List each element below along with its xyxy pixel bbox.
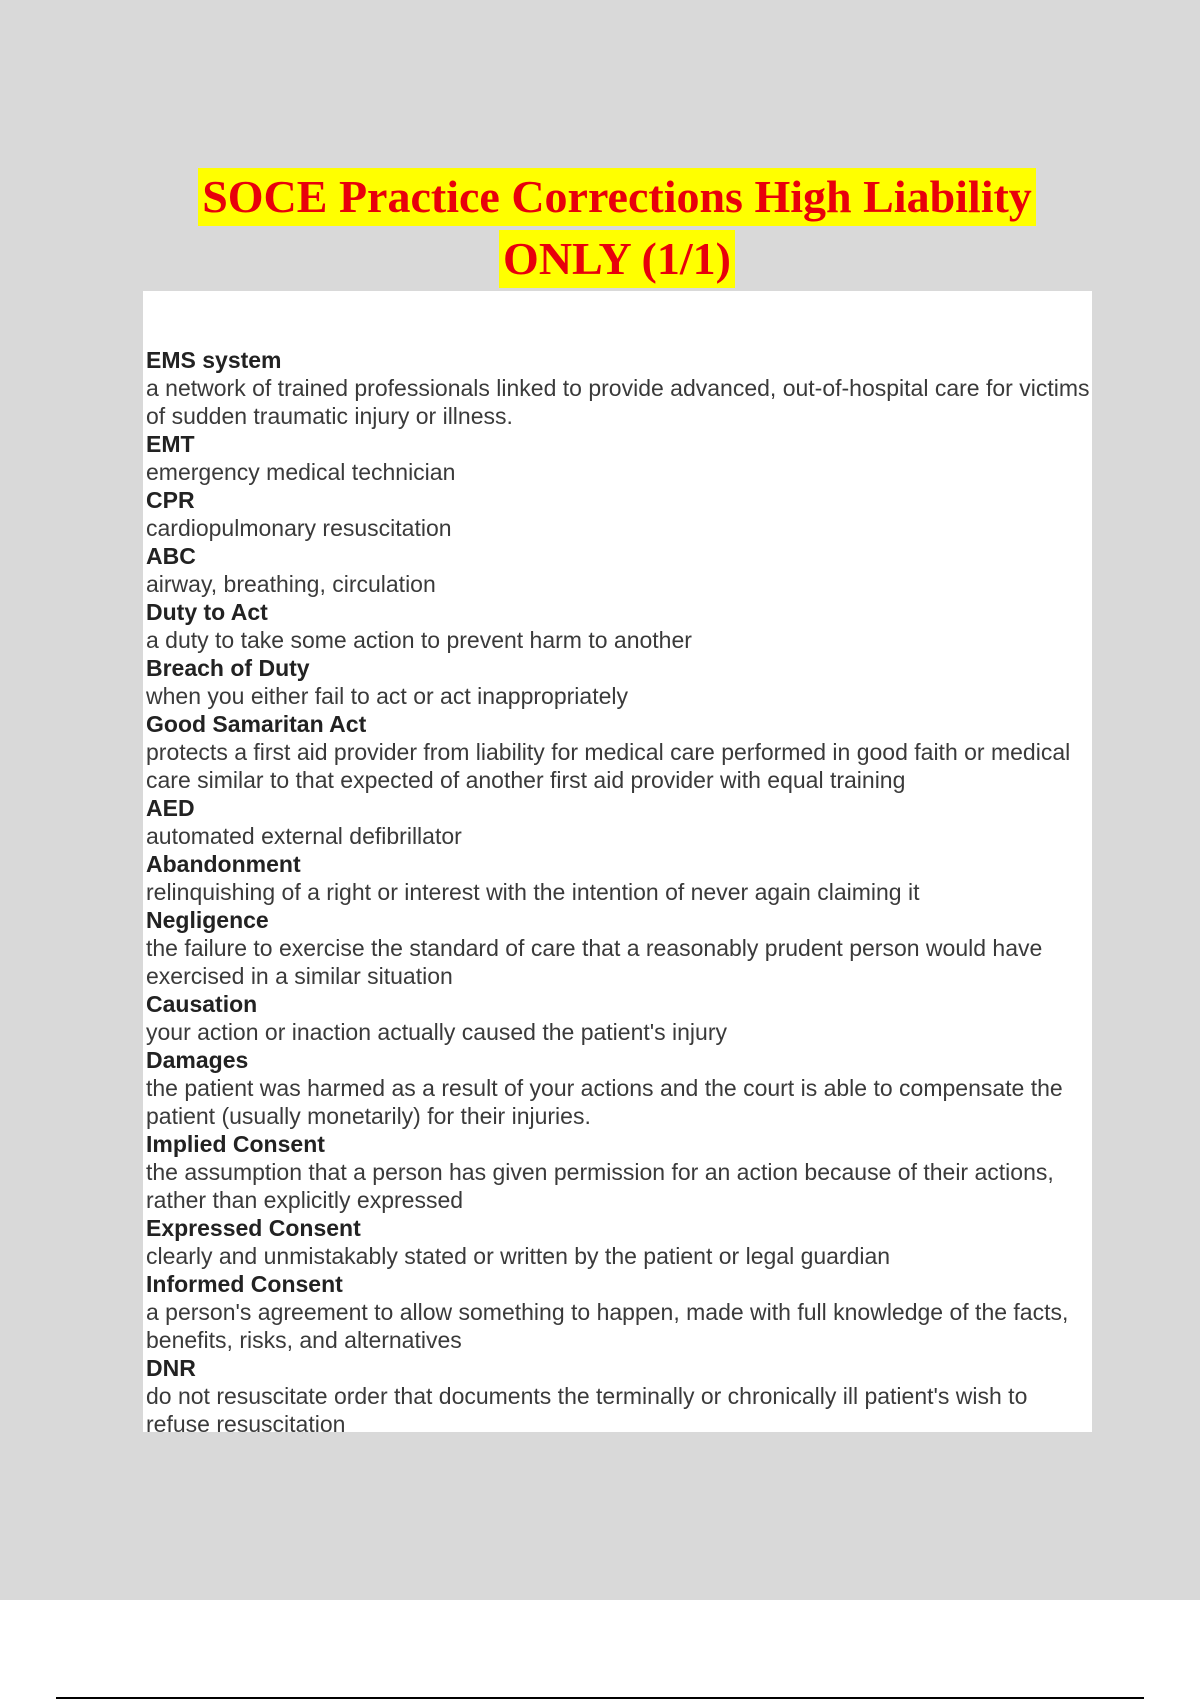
term-entry [146,1130,1090,1214]
term-entry [146,542,1090,598]
term-entry [146,346,1090,430]
term-definition: airway, breathing, circulation [146,571,436,597]
term-definition: emergency medical technician [146,459,456,485]
term-entry [146,906,1090,990]
term-definition: your action or inaction actually caused the patient's injury [146,1019,727,1045]
term-entry [146,1270,1090,1354]
term-entry [146,598,1090,654]
term-entry [146,430,1090,486]
term-title: DNR [146,1355,196,1381]
term-title: ABC [146,543,196,569]
term-definition: do not resuscitate order that documents the terminally or chronically ill patient's wish to refuse resuscitation [146,1383,1028,1437]
term-entry [146,990,1090,1046]
term-definition: when you either fail to act or act inappropriately [146,683,628,709]
term-title: CPR [146,487,195,513]
term-definition: the patient was harmed as a result of your actions and the court is able to compensate the patient (usually monetarily) for their injuries. [146,1075,1063,1129]
document-title [0,168,1200,288]
term-title: Implied Consent [146,1131,325,1157]
term-entry [146,794,1090,850]
term-entry [146,1046,1090,1130]
term-definition: a duty to take some action to prevent harm to another [146,627,692,653]
term-title: Expressed Consent [146,1215,361,1241]
term-title: Negligence [146,907,269,933]
term-entry [146,654,1090,710]
term-entry [146,710,1090,794]
term-title: Abandonment [146,851,301,877]
term-title: EMS system [146,347,282,373]
title-line-1: SOCE Practice Corrections High Liability [198,168,1036,226]
term-definition: cardiopulmonary resuscitation [146,515,452,541]
term-title: Good Samaritan Act [146,711,367,737]
term-title: Causation [146,991,258,1017]
term-title: Breach of Duty [146,655,310,681]
term-entry [146,1354,1090,1438]
term-definition: clearly and unmistakably stated or written by the patient or legal guardian [146,1243,891,1269]
footer-divider [56,1697,1144,1699]
term-definition: relinquishing of a right or interest with the intention of never again claiming it [146,879,920,905]
term-entry [146,486,1090,542]
title-line-2: ONLY (1/1) [499,230,735,288]
term-entry [146,850,1090,906]
term-definition: protects a first aid provider from liability for medical care performed in good faith or medical care similar to that expected of another first aid provider with equal training [146,739,1071,793]
term-title: Informed Consent [146,1271,343,1297]
term-title: Duty to Act [146,599,268,625]
term-definition: automated external defibrillator [146,823,462,849]
content-card [143,291,1092,1437]
term-title: Damages [146,1047,249,1073]
term-entry [146,1214,1090,1270]
term-list [146,346,1090,1438]
term-definition: a network of trained professionals linked to provide advanced, out-of-hospital care for victims of sudden traumatic injury or illness. [146,375,1090,429]
term-title: AED [146,795,195,821]
term-definition: a person's agreement to allow something to happen, made with full knowledge of the facts, benefits, risks, and alternatives [146,1299,1069,1353]
term-title: EMT [146,431,195,457]
term-definition: the assumption that a person has given permission for an action because of their actions, rather than explicitly expressed [146,1159,1054,1213]
term-definition: the failure to exercise the standard of care that a reasonably prudent person would have exercised in a similar situation [146,935,1043,989]
